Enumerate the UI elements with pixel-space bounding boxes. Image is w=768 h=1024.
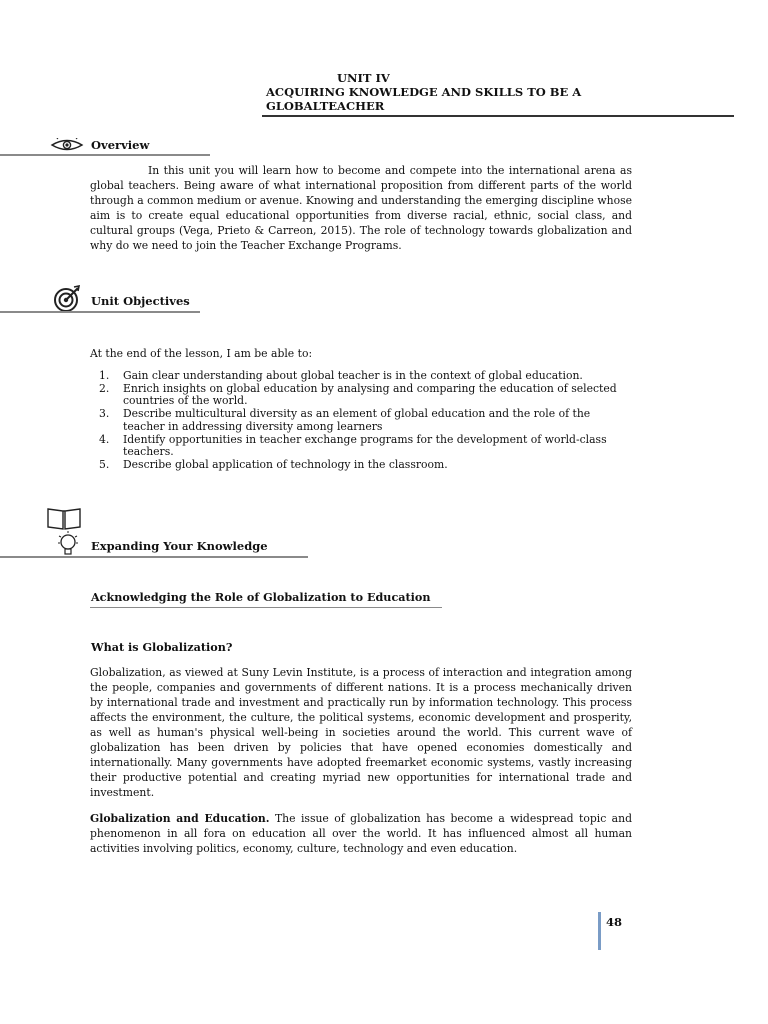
- list-item: [90, 434, 630, 459]
- list-item: [90, 383, 630, 408]
- objectives-list: [90, 370, 630, 472]
- list-number: 5.: [99, 457, 110, 471]
- overview-text: In this unit you will learn how to become and compete into the international arena as global teachers. Being aware of what international proposition from different parts of the world through a common medium or avenue. Knowing and understanding the emerging discipline whose aim is to create equal educational opportunities from diverse racial, ethnic, social class, and cultural groups (Vega, Prieto & Carreon, 2015). The role of technology towards globalization and why do we need to join the Teacher Exchange Programs.: [90, 164, 632, 252]
- unit-label: UNIT IV: [337, 71, 390, 85]
- list-number: 2.: [99, 381, 110, 395]
- education-rest: The issue of globalization has become a widespread topic and phenomenon in all fora on education all over the world. It has influenced almost all human activities involving politics, economy, culture, technology and even education.: [90, 812, 632, 855]
- list-item: [90, 408, 630, 433]
- knowledge-rule: [0, 556, 308, 558]
- list-item: [90, 459, 630, 471]
- overview-rule: [0, 154, 210, 156]
- list-number: 3.: [99, 407, 110, 421]
- list-number: 1.: [99, 369, 110, 382]
- education-paragraph: [90, 811, 632, 856]
- unit-title-line1: ACQUIRING KNOWLEDGE AND SKILLS TO BE A: [266, 85, 582, 99]
- question-heading: What is Globalization?: [91, 640, 233, 654]
- list-text: Describe global application of technology in the classroom.: [123, 457, 448, 471]
- knowledge-subheading: Acknowledging the Role of Globalization to Education: [91, 590, 431, 604]
- header-rule: [262, 115, 734, 117]
- objectives-intro: At the end of the lesson, I am be able to:: [90, 347, 313, 360]
- book-lightbulb-icon: [46, 505, 82, 557]
- subheading-rule: [90, 607, 442, 608]
- list-text: Gain clear understanding about global teacher is in the context of global education.: [123, 369, 583, 382]
- objectives-rule: [0, 311, 200, 313]
- page-number-bar: [598, 912, 601, 950]
- eye-icon: [50, 137, 84, 151]
- unit-title-line2: GLOBALTEACHER: [266, 99, 385, 113]
- list-text: Identify opportunities in teacher exchange programs for the development of world-class teachers.: [123, 432, 607, 458]
- list-text: Describe multicultural diversity as an element of global education and the role of the teacher in addressing diversity among learners: [123, 407, 591, 433]
- knowledge-heading: Expanding Your Knowledge: [91, 539, 268, 553]
- overview-heading: Overview: [91, 138, 150, 152]
- page-number: 48: [606, 915, 623, 929]
- target-icon: [53, 285, 81, 313]
- education-lead: Globalization and Education.: [90, 812, 270, 825]
- list-number: 4.: [99, 432, 110, 446]
- globalization-paragraph: Globalization, as viewed at Suny Levin Institute, is a process of interaction and integration among the people, companies and governments of different nations. It is a process mechanically driven by international trade and investment and practically run by information technology. This process affects the environment, the culture, the political systems, economic development and prosperity, as well as human's physical well-being in societies around the world. This current wave of globalization has been driven by policies that have opened economies domestically and internationally. Many governments have adopted freemarket economic systems, vastly increasing their productive potential and creating myriad new opportunities for international trade and investment.: [90, 666, 632, 799]
- list-item: [90, 370, 630, 382]
- list-text: Enrich insights on global education by analysing and comparing the education of selected countries of the world.: [123, 381, 617, 408]
- objectives-heading: Unit Objectives: [91, 294, 190, 308]
